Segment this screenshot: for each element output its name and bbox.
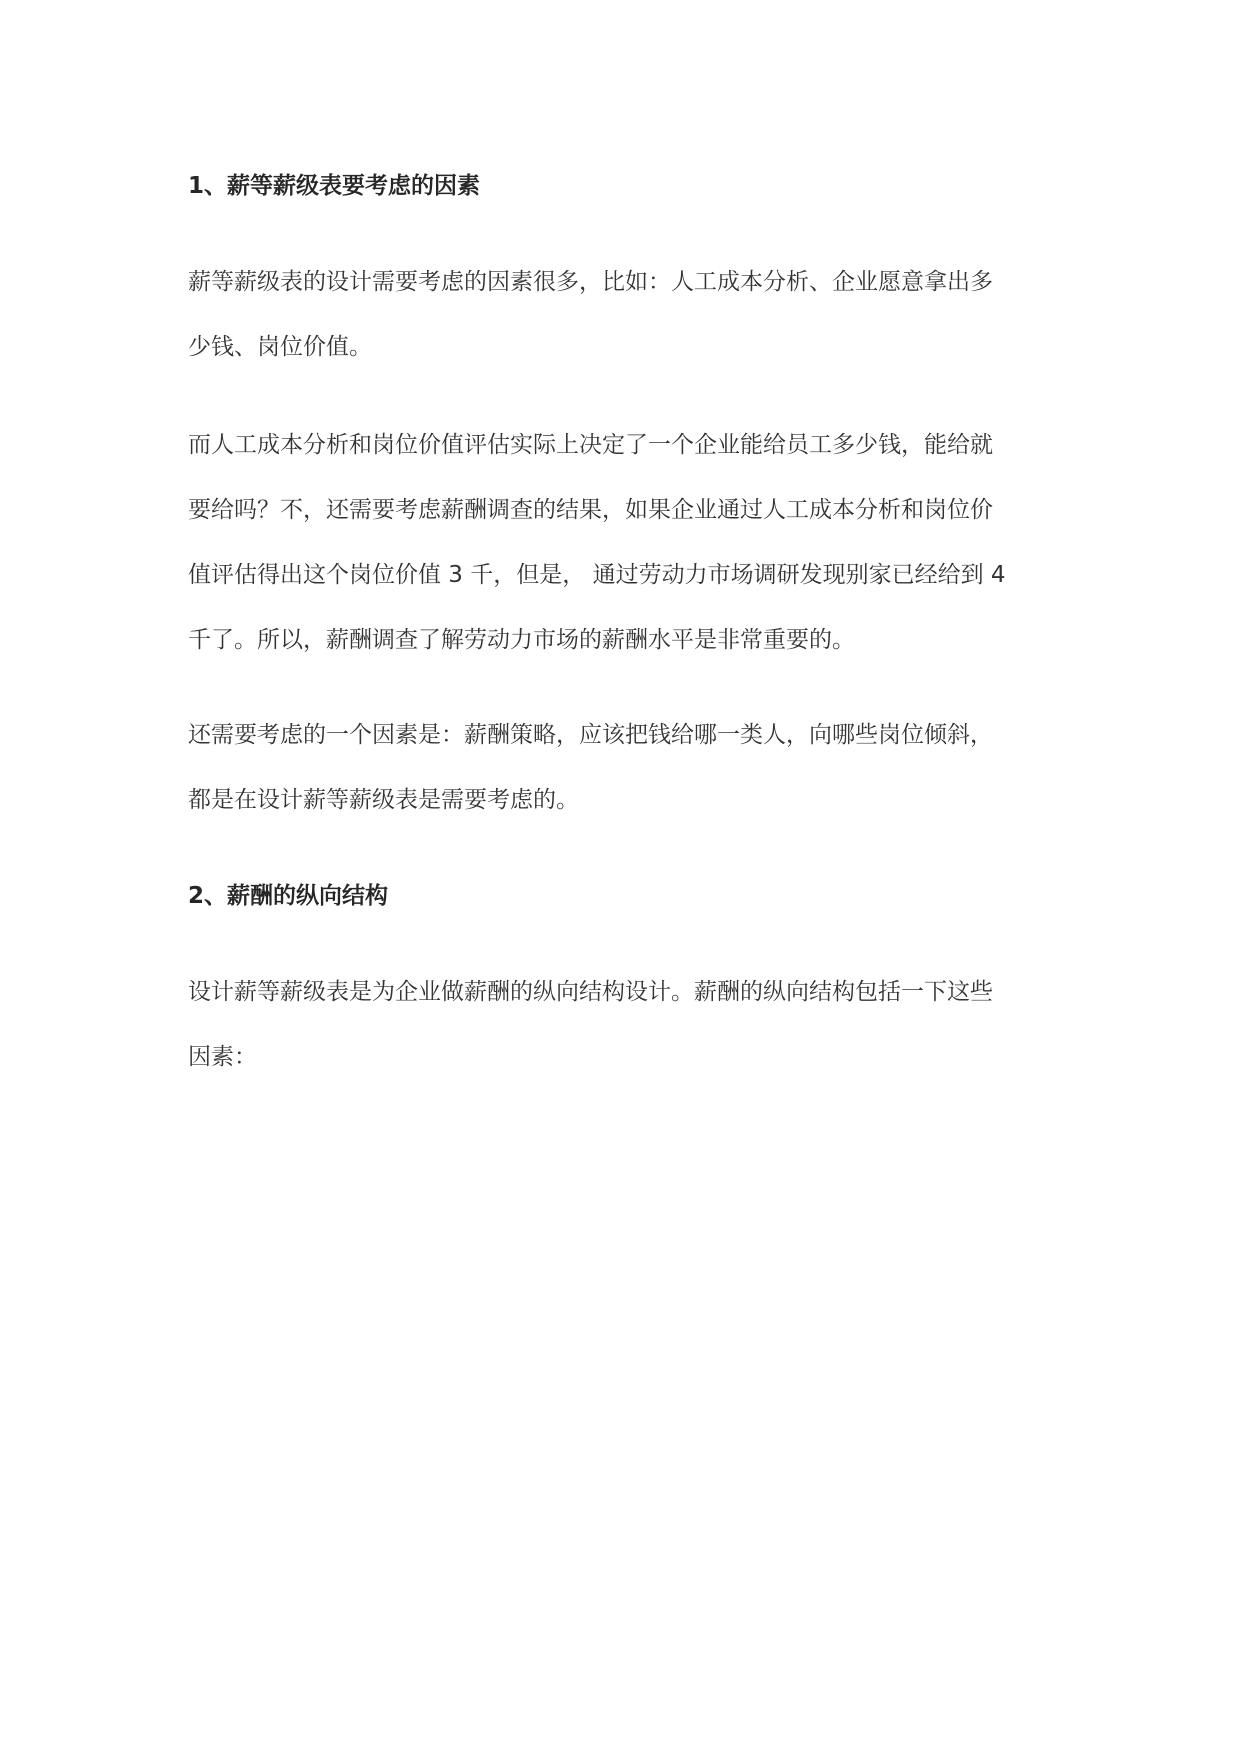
paragraph-salary-survey: [188, 413, 1006, 673]
paragraph-line: 千了。所以，薪酬调查了解劳动力市场的薪酬水平是非常重要的。: [188, 627, 855, 653]
paragraph-line: 还需要考虑的一个因素是：薪酬策略，应该把钱给哪一类人，向哪些岗位倾斜，: [188, 722, 993, 748]
paragraph-line: 薪等薪级表的设计需要考虑的因素很多，比如：人工成本分析、企业愿意拿出多: [188, 269, 993, 295]
paragraph-salary-strategy: [188, 703, 993, 833]
paragraph-vertical-structure: [188, 960, 993, 1090]
paragraph-factors-intro: [188, 250, 993, 380]
paragraph-line: 要给吗？不，还需要考虑薪酬调查的结果，如果企业通过人工成本分析和岗位价: [188, 497, 993, 523]
paragraph-line: 设计薪等薪级表是为企业做薪酬的纵向结构设计。薪酬的纵向结构包括一下这些: [188, 979, 993, 1005]
paragraph-line: 都是在设计薪等薪级表是需要考虑的。: [188, 787, 579, 813]
section-heading-1: 1、薪等薪级表要考虑的因素: [188, 173, 481, 199]
section-heading-2: 2、薪酬的纵向结构: [188, 883, 389, 909]
paragraph-line: 因素：: [188, 1044, 257, 1070]
paragraph-line: 值评估得出这个岗位价值 3 千，但是， 通过劳动力市场调研发现别家已经给到 4: [188, 562, 1006, 588]
paragraph-line: 而人工成本分析和岗位价值评估实际上决定了一个企业能给员工多少钱，能给就: [188, 432, 993, 458]
paragraph-line: 少钱、岗位价值。: [188, 334, 372, 360]
